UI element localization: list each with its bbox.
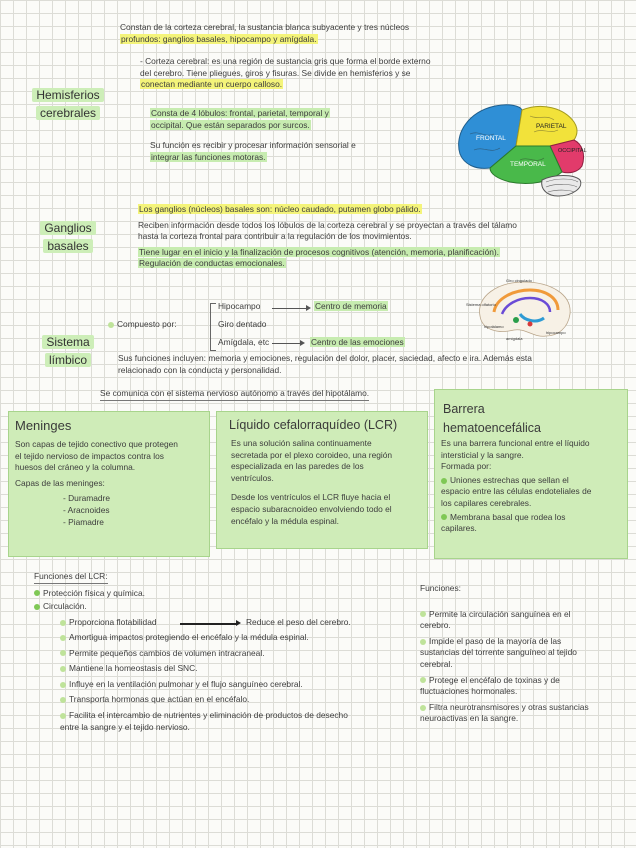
svg-text:amígdala: amígdala: [506, 336, 523, 341]
bullet-icon: [34, 604, 40, 610]
limbico-item-hipocampo: Hipocampo: [218, 301, 261, 311]
bullet-icon: [420, 639, 426, 645]
arrow-head-icon: [236, 620, 241, 626]
funciones-lcr-list: Amortigua impactos protegiendo el encéfalo y la médula espinal. Permite pequeños cambios de volumen intracraneal. Mantiene la homeostasis del SNC. Influye en la ventilación pulmonar y el flujo sanguíneo cerebral. Transporta hormonas que actúan en el encéfalo. Facilita el intercambio de nutrientes y eliminación de productos de desecho entre la sangre y el tejido nervioso.: [60, 632, 348, 732]
flotabilidad-row: Proporciona flotabilidad: [60, 617, 390, 629]
lcr-text: Es una solución salina continuamente secretada por el plexo coroideo, una región especializada en las paredes de los ventrículos. Desde los ventrículos el LCR fluye hacia el espacio subaracnoideo envolviendo todo el encéfalo y la médula espinal.: [231, 438, 393, 526]
bullet-icon: [60, 650, 66, 656]
meninges-title: Meninges: [15, 418, 72, 433]
temporal-label: TEMPORAL: [510, 161, 546, 168]
svg-text:Giro cingulado: Giro cingulado: [506, 278, 532, 283]
barrera-text: Es una barrera funcional entre el líquido intersticial y la sangre. Formada por: Uniones estrechas que sellan el espacio entre las células endoteliales de los capilares cerebrales. Membrana basal que rodea los capilares.: [441, 438, 592, 534]
arrow-reduce: [180, 623, 238, 625]
bullet-icon: [60, 682, 66, 688]
lobulos-text: Consta de 4 lóbulos: frontal, parietal, temporal y occipital. Que están separados por surcos.: [151, 108, 329, 130]
meninges-box: [8, 411, 210, 557]
corteza-text: - Corteza cerebral: es una región de sustancia gris que forma el borde externo del cerebro. Tiene pliegues, giros y fisuras. Se divide en hemisferios y se conectan mediante un cuerpo calloso.: [140, 56, 431, 90]
hipotalamo-note: Se comunica con el sistema nervioso autónomo a través del hipotálamo.: [100, 388, 369, 401]
bullet-icon: [108, 322, 114, 328]
parietal-label: PARIETAL: [536, 123, 567, 130]
funciones-lcr-title: Funciones del LCR:: [34, 571, 108, 584]
limbic-system-image: [466, 276, 582, 344]
barrera-title: Barrera hematoencefálica: [443, 402, 541, 435]
lcr-title: Líquido cefalorraquídeo (LCR): [229, 418, 398, 432]
limbico-bracket: [210, 303, 216, 351]
funciones-lcr: Funciones del LCR: Protección física y química. Circulación.: [34, 571, 145, 612]
arrow-memoria: [272, 308, 308, 309]
limbico-item-giro: Giro dentado: [218, 319, 267, 329]
arrow-head-icon: [306, 305, 311, 311]
hemisferios-intro: Constan de la corteza cerebral, la sustancia blanca subyacente y tres núcleos profundos: ganglios basales, hipocampo y amígdala.: [120, 22, 410, 44]
compuesto-por: Compuesto por:: [108, 319, 177, 331]
bullet-icon: [60, 697, 66, 703]
meninges-text: Son capas de tejido conectivo que protegen el tejido nervioso de impactos contra los huesos del cráneo y la columna. Capas de las meninges: - Duramadre - Aracnoides - Piamadre: [15, 439, 178, 527]
bullet-icon: [60, 713, 66, 719]
limbico-item-amigdala: Amígdala, etc: [218, 337, 270, 347]
bullet-icon: [34, 590, 40, 596]
funcion-text: Su función es recibir y procesar información sensorial e integrar las funciones motoras.: [150, 140, 356, 162]
ganglios-text: Los ganglios (núcleos) basales son: núcleo caudado, putamen globo pálido. Reciben información desde todos los lóbulos de la corteza cerebral y se proyectan a través del tálamo hasta la corteza frontal para contribuir a la regulación de los movimientos. Tiene lugar en el inicio y la finalización de procesos cognitivos (atención, memoria, planificación). Regulación de conductas emocionales.: [138, 204, 517, 269]
bullet-icon: [60, 620, 66, 626]
bullet-icon: [420, 705, 426, 711]
limbico-funciones: Sus funciones incluyen: memoria y emociones, regulación del dolor, placer, saciedad, afecto e ira. Además esta relacionado con la conducta y personalidad.: [118, 353, 532, 375]
bullet-icon: [60, 666, 66, 672]
reduce-peso: Reduce el peso del cerebro.: [246, 617, 351, 627]
bullet-icon: [420, 611, 426, 617]
bullet-icon: [441, 478, 447, 484]
ganglios-label: Ganglios basales: [16, 219, 120, 255]
funciones-barrera: Funciones: Permite la circulación sanguínea en el cerebro. Impide el paso de la mayoría de las sustancias del torrente sanguíneo al tejido cerebral. Protege el encéfalo de toxinas y de fluctuaciones hormonales. Filtra neurotransmisores y otras sustancias neuroactivas en la sangre.: [420, 583, 620, 725]
target-emociones: Centro de las emociones: [311, 337, 404, 347]
bullet-icon: [420, 677, 426, 683]
barrera-box: [434, 389, 628, 559]
frontal-label: FRONTAL: [476, 135, 506, 142]
target-memoria: Centro de memoria: [315, 301, 387, 311]
svg-text:hipocampo: hipocampo: [546, 330, 566, 335]
arrow-emociones: [272, 343, 302, 344]
bullet-icon: [441, 514, 447, 520]
occipital-label: OCCIPITAL: [558, 148, 587, 154]
funciones-barrera-title: Funciones:: [420, 583, 461, 593]
arrow-head-icon: [300, 340, 305, 346]
lcr-box: [216, 411, 428, 549]
svg-text:Sistema olfatorio: Sistema olfatorio: [466, 302, 496, 307]
limbico-label: Sistema límbico: [16, 333, 120, 369]
svg-text:hipotálamo: hipotálamo: [484, 324, 504, 329]
bullet-icon: [60, 635, 66, 641]
brain-lobes-image: [450, 94, 600, 200]
hemisferios-label: Hemisferios cerebrales: [16, 86, 120, 122]
